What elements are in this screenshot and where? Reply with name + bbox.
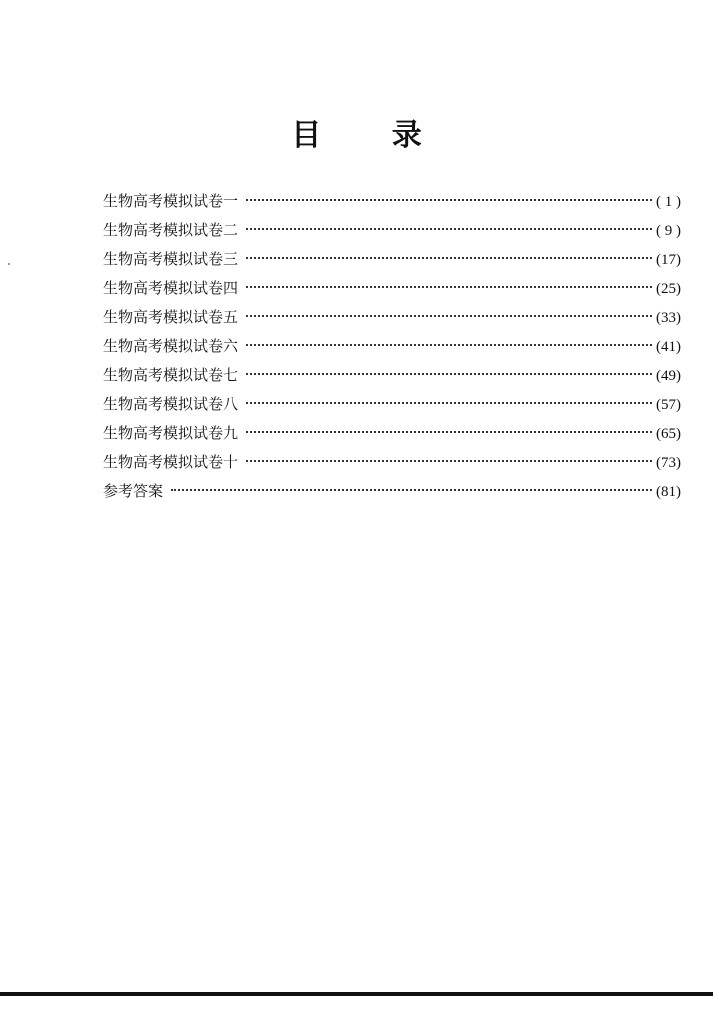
dot-leader [246,315,652,317]
toc-entry-page: (33) [656,310,681,326]
dot-leader [246,199,652,201]
toc-entry[interactable] [103,306,681,335]
scan-speck [8,263,10,265]
toc-entry-label: 生物高考模拟试卷六 [103,337,239,355]
toc-entry[interactable] [103,451,681,480]
toc-entry[interactable] [103,422,681,451]
toc-entry-page: (81) [656,484,681,500]
toc-entry[interactable] [103,190,681,219]
toc-entry-page: (41) [656,339,681,355]
toc-entry-page: (25) [656,281,681,297]
toc-entry-page: (49) [656,368,681,384]
dot-leader [246,460,652,462]
dot-leader [246,344,652,346]
toc-entry-label: 生物高考模拟试卷七 [103,366,239,384]
dot-leader [246,286,652,288]
toc-entry-label: 生物高考模拟试卷十 [103,453,239,471]
toc-entry[interactable] [103,364,681,393]
dot-leader [246,228,652,230]
toc-entry-page: (17) [656,252,681,268]
toc-entry[interactable] [103,335,681,364]
toc-entry-label: 生物高考模拟试卷八 [103,395,239,413]
toc-entry-label: 生物高考模拟试卷三 [103,250,239,268]
toc-entry[interactable] [103,480,681,509]
toc-entry-label: 生物高考模拟试卷五 [103,308,239,326]
page-title: 目 录 [291,118,452,153]
toc-entry-page: (57) [656,397,681,413]
toc-entry[interactable] [103,277,681,306]
toc-entry[interactable] [103,219,681,248]
toc-entry-label: 生物高考模拟试卷二 [103,221,239,239]
toc-entry-label: 生物高考模拟试卷四 [103,279,239,297]
dot-leader [246,373,652,375]
toc-entry-page: ( 1 ) [656,194,681,210]
toc-entry-page: (73) [656,455,681,471]
toc-entry-label: 生物高考模拟试卷九 [103,424,239,442]
table-of-contents [103,190,681,509]
dot-leader [246,402,652,404]
toc-entry[interactable] [103,393,681,422]
toc-entry-page: ( 9 ) [656,223,681,239]
dot-leader [246,257,652,259]
toc-entry-label: 生物高考模拟试卷一 [103,192,239,210]
dot-leader [171,489,652,491]
bottom-rule [0,992,713,996]
dot-leader [246,431,652,433]
toc-entry-page: (65) [656,426,681,442]
toc-entry-label: 参考答案 [103,482,164,500]
toc-entry[interactable] [103,248,681,277]
